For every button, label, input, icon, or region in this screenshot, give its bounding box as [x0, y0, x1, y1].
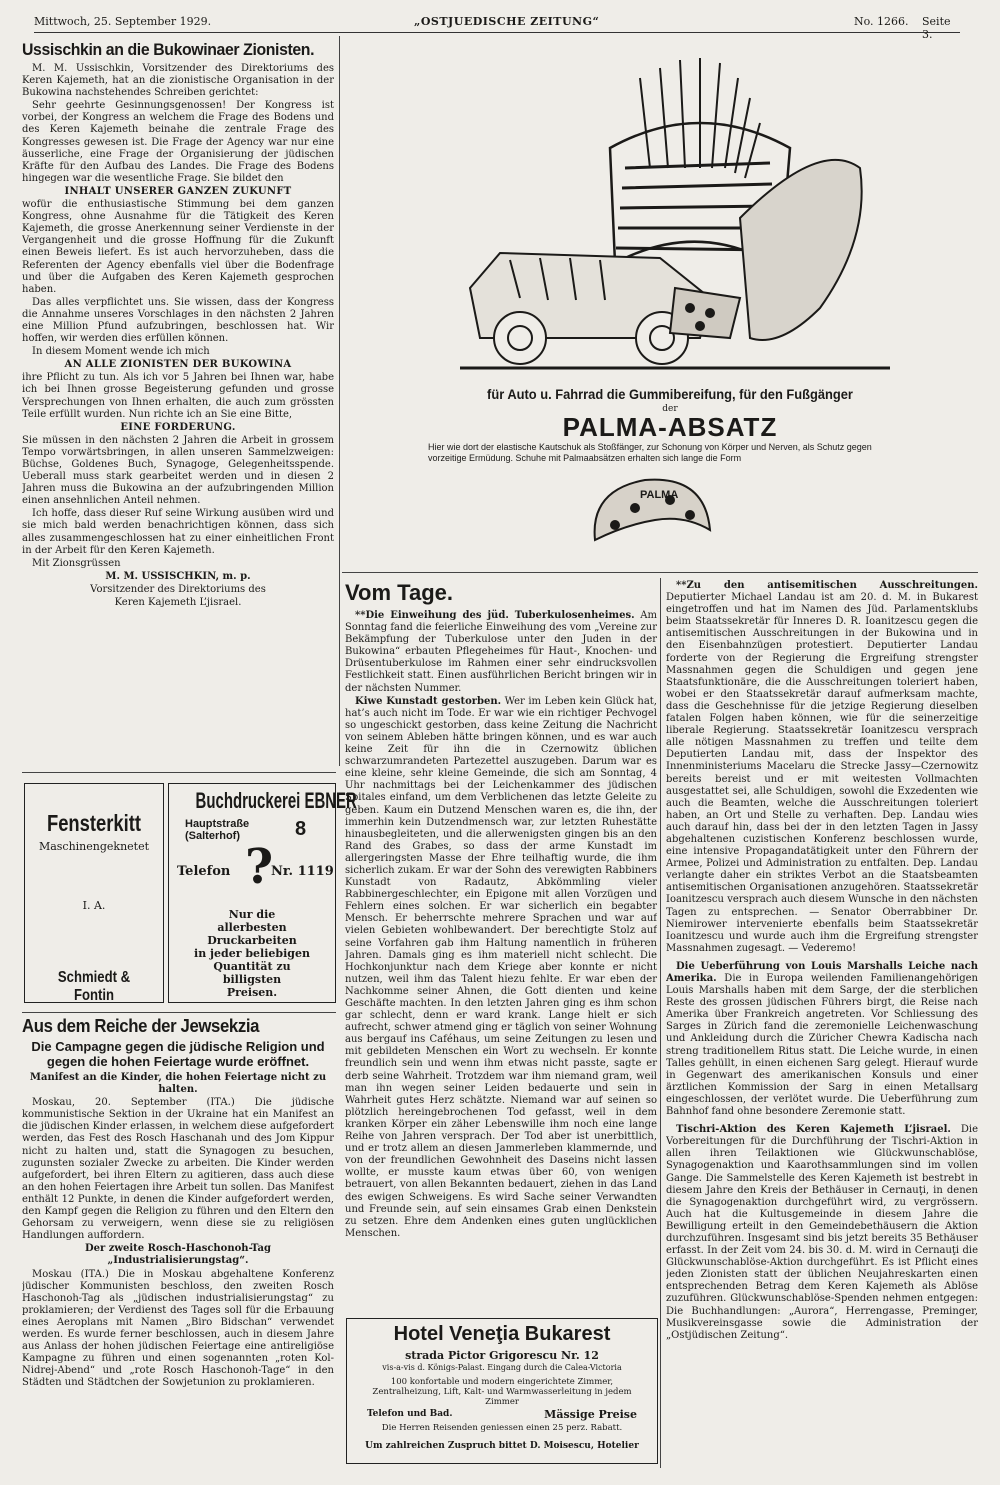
- paragraph: Sehr geehrte Gesinnungsgenossen! Der Kongress ist vorbei, der Kongress an welchem die Frage des Bodens und des Keren Kajemeth beinahe die zentrale Frage des Kongresses gewesen ist. Die Frage der Agency war nur eine äusserliche, eine Frage der Organisierung der jüdischen Kräfte für den Aufbau des Landes. Die Frage des Bodens hingegen war die wesentliche Frage. Sie bildet den: [22, 100, 334, 184]
- subheading: Manifest an die Kinder, die hohen Feiertage nicht zu halten.: [29, 1072, 327, 1096]
- paragraph: Sie müssen in den nächsten 2 Jahren die Arbeit in grossem Tempo vorwärtsbringen, in allen unseren Sammelzweigen: Büchse, Goldenes Buch, Synagoge, Gelegenheitsspende. Ueberall muss stark gearbeitet werden und in diesen 2 Jahren muss die Bukowina an der aufzubringenden Million einen ansehnlichen Anteil nehmen.: [22, 434, 334, 507]
- ad-address: (Salterhof): [185, 830, 240, 842]
- ad-street: strada Pictor Grigorescu Nr. 12: [405, 1349, 599, 1362]
- paragraph: Ich hoffe, dass dieser Ruf seine Wirkung ausüben wird und sie mich bald werden benachrichtigen können, dass sich alles zusammengeschlossen hat zu einer einheitlichen Front in der Arbeit für den Keren Kajemeth.: [22, 508, 334, 556]
- ad-title: Hotel Veneţia Bukarest: [393, 1323, 611, 1345]
- paragraph: wofür die enthusiastische Stimmung bei dem ganzen Kongress, ohne Ausnahme für die Tätigkeit des Keren Kajemeth, die grosse Anerkennung seiner Verdienste in der Vergangenheit und die grosse Hoffnung für die Zukunft einen Beweis liefert. Es ist auch hervorzuheben, dass die Referenten der Agency ebenfalls viel über die Bodenfrage und über die Aufgaben des Keren Kajemeth gesprochen haben.: [22, 199, 334, 295]
- section-rule: [22, 772, 336, 773]
- paragraph: Am Sonntag fand die feierliche Einweihung des vom „Vereine zur Bekämpfung der Tuberkulose unter den Juden in der Bukowina“ erbauten Pflegeheimes für Haut-, Knochen- und Drüsentuberkulose im Rahmen einer sehr eindrucksvollen Festlichkeit statt. Einen ausführlichen Bericht bringen wir in der nächsten Nummer.: [345, 610, 657, 694]
- header-page: Seite 3.: [922, 15, 951, 41]
- ad-line: Nur die: [228, 908, 276, 921]
- article-vom-tage: [345, 580, 657, 1308]
- ad-title: Buchdruckerei EBNER: [195, 788, 357, 813]
- ad-fensterkitt: [24, 783, 164, 1003]
- ad-street2: vis-a-vis d. Königs-Palast. Eingang durch die Calea-Victoria: [382, 1363, 622, 1372]
- column-right: [666, 580, 978, 1470]
- signature-line: Vorsitzender des Direktoriums des: [90, 583, 266, 595]
- ad-text: Telefon und Bad.: [367, 1409, 453, 1419]
- ad-ia: I. A.: [82, 899, 106, 912]
- ad-title: Fensterkitt: [46, 810, 142, 836]
- news-heading: Kiwe Kunstadt gestorben.: [355, 695, 502, 707]
- subheading: Der zweite Rosch-Haschonoh-Tag „Industrialisierungstag“.: [84, 1243, 272, 1267]
- paragraph: Das alles verpflichtet uns. Sie wissen, dass der Kongress die Annahme unseres Vorschlages in den nächsten 2 Jahren eine Million Pfund aufzubringen, beschlossen hat. Wir hoffen, wir werden dies erfüllen können.: [22, 296, 334, 345]
- section-title: Vom Tage.: [345, 580, 453, 605]
- ad-number: 8: [295, 818, 307, 840]
- ad-telefon-number: Nr. 1119: [271, 864, 334, 879]
- ad-brand: PALMA-ABSATZ: [562, 412, 778, 442]
- subheading: EINE FORDERUNG.: [120, 421, 236, 433]
- ad-address: Hauptstraße: [185, 818, 250, 830]
- column-rule: [660, 578, 661, 1468]
- news-heading: Tischri-Aktion des Keren Kajemeth L’jisrael.: [676, 1124, 951, 1136]
- ad-palma-absatz: [400, 38, 940, 560]
- ad-line: billigsten: [222, 973, 282, 986]
- paragraph: Moskau (ITA.) Die in Moskau abgehaltene Konferenz jüdischer Kommunisten beschloss, den zweiten Rosch Haschonoh-Tag als „jüdischen industrialisierungstag“ zu proklamieren; der Verdienst des Tages soll für die Erbauung eines Aeroplans mit Namen „Biro Bidschan“ verwendet werden. Es wurde ferner beschlossen, auch in diesem Jahre aus Anlass der hohen jüdischen Feiertage eine antireligiöse Kampagne zu führen und einen sogenannten „roten Kol-Nidrej-Abend“ und „rote Rosch Haschonoh-Tage“ in den Städten und Städtchen der Sowjetunion zu proklamieren.: [22, 1268, 334, 1389]
- ad-hotel-venetia: [346, 1318, 658, 1464]
- paragraph: Die Vorbereitungen für die Durchführung der Tischri-Aktion in allen ihren Teilaktionen wie Glückwunschablöse, Synagogenaktion und Kaarothsammlungen sind im vollen Gange. Die Sammelstelle des Keren Kajemeth ist bestrebt in diesem Jahre den Kreis der Bethäuser in Cernauţi, in denen die Synagogenaktion durchgeführt wird, zu vergrössern. Auch hat die Kultusgemeinde in diesem Jahre die Bewilligung erteilt in den Gemeindebethäusern die Aktion durchzuführen. Insgesamt sind bis jetzt bereits 35 Bethäuser erfasst. In der Zeit vom 24. bis 30. d. M. wird in Cernauţi die Glückwunschablöse-Aktion durchgeführt. Es ist Pflicht eines jeden Zionisten statt der üblichen Neujahreskarten einen entsprechenden Betrag dem Keren Kajemeth als Ablöse zuzuführen. Glückwunschablöse-Spenden nehmen entgegen: Die Buchhandlungen: „Aurora“, Herrengasse, Preminger, Musikvereinsgasse sowie die Administration der „Ostjüdischen Zeitung“.: [666, 1124, 978, 1341]
- paragraph: M. M. Ussischkin, Vorsitzender des Direktoriums des Keren Kajemeth, hat an die zionistische Organisation in der Bukowina nachstehendes Schreiben gerichtet:: [22, 63, 334, 99]
- paragraph: Mit Zionsgrüssen: [32, 557, 121, 569]
- paragraph: Deputierter Michael Landau ist am 20. d. M. in Bukarest eingetroffen und hat im Namen des Jüd. Parlamentsklubs beim Staatssekretär für Inneres D. R. Ioanitzescu gegen die antisemitischen Ausschreitungen in der Bukowina und in den Eisenbahnzügen protestiert. Deputierter Landau forderte von der Regierung die Ergreifung strengster Massnahmen gegen die Schuldigen und gegen jene Staatsfunktionäre, die die Ausschreitungen toleriert haben, wobei er den Staatssekretär darauf aufmerksam machte, dass die Geschehnisse für die jetzige Regierung dieselben fatalen Folgen haben können, wie für die seinerzeitige liberale Regierung. Staatssekretär Ioanitzescu versprach alle nötigen Massnahmen zu treffen und teilte dem Deputierten Landau mit, dass der Inspektor des Innenministeriums Macelaru die Strecke Jassy—Czernowitz bereits bereist und er mit weitesten Vollmachten ausgestattet sei, alle Schuldigen, sowohl die Exzedenten wie auch die Beamten, welche die Ausschreitungen toleriert haben, an Ort und Stelle zu verhaften. Dep. Landau wies auch darauf hin, dass bei der in den letzten Tagen in Jassy abgehaltenen cuzistischen Konferenz beschlossen wurde, eine intensive Propagandatätigkeit unter den Führern der Armee, Polizei und Administration zu entfalten. Dep. Landau verlangte daher ein striktes Verbot an die Staatsbeamten antisemitischen Organisationen anzugehören. Staatssekretär Ioanitzescu versprach auch diesem Wunsche in den nächsten Tagen zu entsprechen. — Senator Oberrabbiner Dr. Niemirower intervenierte ebenfalls beim Staatssekretär Ioanitzescu und wurde auch ihm die Ergreifung strengster Massnahmen zugesagt. — Vederemo!: [666, 592, 978, 954]
- header-date: Mittwoch, 25. September 1929.: [34, 15, 212, 28]
- section-rule: [22, 1012, 336, 1013]
- signature-line: Keren Kajemeth L’jisrael.: [114, 597, 242, 609]
- ad-firm: Schmiedt & Fontin: [57, 969, 131, 1004]
- ad-body: Hier wie dort der elastische Kautschuk als Stoßfänger, zur Schonung von Körper und Nerven, als Schutz gegen vorzeitige Ermüdung. Schuhe mit Palmaabsätzen erhalten sich lange die Form: [428, 442, 872, 463]
- page-header: [34, 12, 960, 41]
- section-rule: [342, 572, 978, 573]
- paragraph: Moskau, 20. September (ITA.) Die jüdische kommunistische Sektion in der Ukraine hat ein Manifest an die jüdischen Kinder erlassen, in welchem diese aufgefordert werden, das Fest des Rosch Haschanah und des Jom Kippur nicht zu halten und, statt die Synagogen zu besuchen, zugunsten sozialer Zwecke zu arbeiten. Die Kinder werden aufgefordert, bei ihren Eltern zu agitieren, dass auch diese an den hohen Feiertagen ihre Arbeit tun sollen. Das Manifest enthält 12 Punkte, in denen die Kinder aufgefordert werden, den Kampf gegen die Religion zu führen und den Eltern den Gehorsam zu verweigern, wenn diese sie zu religiösen Handlungen auffordern.: [22, 1097, 334, 1242]
- article-title: Ussischkin an die Bukowinaer Zionisten.: [22, 40, 315, 59]
- ad-headline: für Auto u. Fahrrad die Gummibereifung, für den Fußgänger: [487, 386, 853, 402]
- ad-line: in jeder beliebigen: [194, 947, 310, 960]
- column-rule: [339, 36, 340, 766]
- paragraph: Wer im Leben kein Glück hat, hat’s auch nicht im Tode. Er war wie ein richtiger Pechvogel so ungeschickt gestorben, dass keine Zeitung die Nachricht von seinem Ableben hätte bringen können, und es war auch keine Zeit für ihn die in Czernowitz üblichen schwarzumrandeten Partezettel auszugeben. Darum war es eine kleine, sehr kleine Gemeinde, die sich am Sonntag, 4 Uhr nachmittags bei der Leichenkammer des jüdischen Spitales einfand, um dem Verblichenen das letzte Geleite zu geben. Kaum ein Dutzend Menschen waren es, die ihn, der immerhin kein Dutzendmensch war, zur letzten Ruhestätte hinausbegleiteten, und die allerwenigsten gingen bis an den Rand des Grabes, so dass der arme Kunstadt im allergeringsten Masse der Ehre teilhaftig wurde, die ihm sicherlich zukam. Er war der Sohn des verewigten Rabbiners Kunstadt von Radautz, Abkömmling vieler Rabbinergeschlechter, ein Epigone mit allen Vorzügen und Fehlern eines solchen. Er war sicherlich ein begabter Mensch. Er beherrschte mehrere Sprachen und war auf vielen Gebieten wohlbewandert. Der berechtigte Stolz auf seine Vorfahren gab ihm Haltung namentlich in früheren Jahren. Damals ging es ihm materiell nicht schlecht. Die Hochkonjunktur nach dem Kriege aber konnte er nicht nutzen, weil ihm das Talent hiezu fehlte. Er war eben der Nachkomme seiner Ahnen, die Gott dienten und keine Geschäfte machten. In den letzten Jahren ging es ihm schon gar schlecht, denn er ward krank. Lange hielt er sich aufrecht, schwer atmend ging er täglich von seiner Wohnung aus bergauf ins Caféhaus, um seine Zeitungen zu lesen und mit gebildeten Menschen ein Wort zu wechseln. Er konnte freundlich sein und wenn ihm etwas nicht passte, sagte er derb seine Wahrheit. Trotzdem war ihm niemand gram, weil man ihn wegen seiner Leiden bedauerte und sein in Wahrheit gutes Herz schätzte. Niemand war auf seinen so plötzlich hereingebrochenen Tod gefasst, weil in dem kranken Körper ein zäher Lebenswille ihm noch eine lange Reihe von Jahren versprach. Der Tod aber ist unerbittlich, und er trotz allem an diesen Jammerleben klammernde, und von der freundlichen Gewohnheit des Daseins nicht lassen wollte, er musste kaum etwas über 60, von wenigen betrauert, von allen Bekannten bedauert, ziehen in das Land des ewigen Schweigens. Es wird Sache seiner Verwandten und Freunde sein, auf sein einsames Grab einen Denkstein zu setzen. Ehre dem Andenken eines guten unglücklichen Menschen.: [345, 695, 657, 1239]
- header-number: No. 1266.: [854, 15, 909, 28]
- heel-label: PALMA: [640, 489, 679, 501]
- subheading: AN ALLE ZIONISTEN DER BUKOWINA: [64, 359, 292, 371]
- paragraph: Die in Europa weilenden Familienangehörigen Louis Marshalls haben mit dem Sarge, der die sterblichen Reste des grossen jüdischen Führers birgt, die Reise nach Amerika über Frankreich angetreten. Vor Schliessung des Sarges in Zürich fand die zeremonielle Leichenwaschung und Ankleidung durch die Züricher Chewra Kadischa nach streng traditionellem Ritus statt. Die Leiche wurde, in einen Talles gehüllt, in einen eichenen Sarg gelegt. Hierauf wurde in Gegenwart des amerikanischen Konsuls und einer ärztlichen Kommission der Sarg in einen Metallsarg eingeschlossen, der verlötet wurde. Die Ueberführung zum Bahnhof fand ohne besondere Zeremonie statt.: [666, 973, 978, 1118]
- header-paper-name: „OSTJUEDISCHE ZEITUNG“: [414, 15, 600, 28]
- palma-illustration: [400, 38, 940, 388]
- ad-line: Quantität zu: [213, 960, 291, 973]
- ad-footer: Um zahlreichen Zuspruch bittet D. Moisescu, Hotelier: [365, 1441, 639, 1451]
- palma-heel-icon: [585, 470, 715, 550]
- ad-subtitle: Maschinengeknetet: [38, 840, 150, 853]
- subheading: INHALT UNSERER GANZEN ZUKUNFT: [64, 185, 292, 197]
- ad-line: Druckarbeiten: [207, 934, 297, 947]
- paragraph: In diesem Moment wende ich mich: [32, 346, 210, 358]
- ad-prices: Mässige Preise: [544, 1408, 637, 1421]
- news-heading: Die Ueberführung von Louis Marshalls Leiche nach Amerika.: [666, 960, 978, 984]
- ad-line: allerbesten: [217, 921, 287, 934]
- article-ussischkin: [22, 40, 334, 770]
- article-jewsekzia: [22, 1016, 334, 1464]
- ad-text: 100 konfortable und modern eingerichtete Zimmer, Zentralheizung, Lift, Kalt- und Warmwasserleitung in jedem Zimmer: [372, 1377, 632, 1407]
- ad-discount: Die Herren Reisenden geniessen einen 25 perz. Rabatt.: [381, 1423, 623, 1433]
- signature: M. M. USSISCHKIN, m. p.: [105, 570, 251, 582]
- article-subtitle: Die Campagne gegen die jüdische Religion und gegen die hohen Feiertage wurde eröffnet.: [31, 1039, 325, 1069]
- ad-buchdruckerei-ebner: [168, 783, 357, 1003]
- ad-line: Preisen.: [226, 986, 278, 999]
- question-mark-icon: ?: [245, 839, 274, 895]
- ad-telefon-label: Telefon: [177, 864, 231, 879]
- news-heading: **Die Einweihung des jüd. Tuberkulosenheimes.: [355, 610, 635, 621]
- article-title: Aus dem Reiche der Jewsekzia: [22, 1016, 260, 1036]
- news-heading: **Zu den antisemitischen Ausschreitungen.: [676, 580, 978, 591]
- paragraph: ihre Pflicht zu tun. Als ich vor 5 Jahren bei Ihnen war, habe ich bei Ihnen grosse Begeisterung gefunden und grosse Versprechungen von Ihnen erhalten, die auch zum grössten Teile erfüllt wurden. Nun richte ich an Sie eine Bitte,: [22, 372, 334, 420]
- ad-der: der: [662, 404, 678, 414]
